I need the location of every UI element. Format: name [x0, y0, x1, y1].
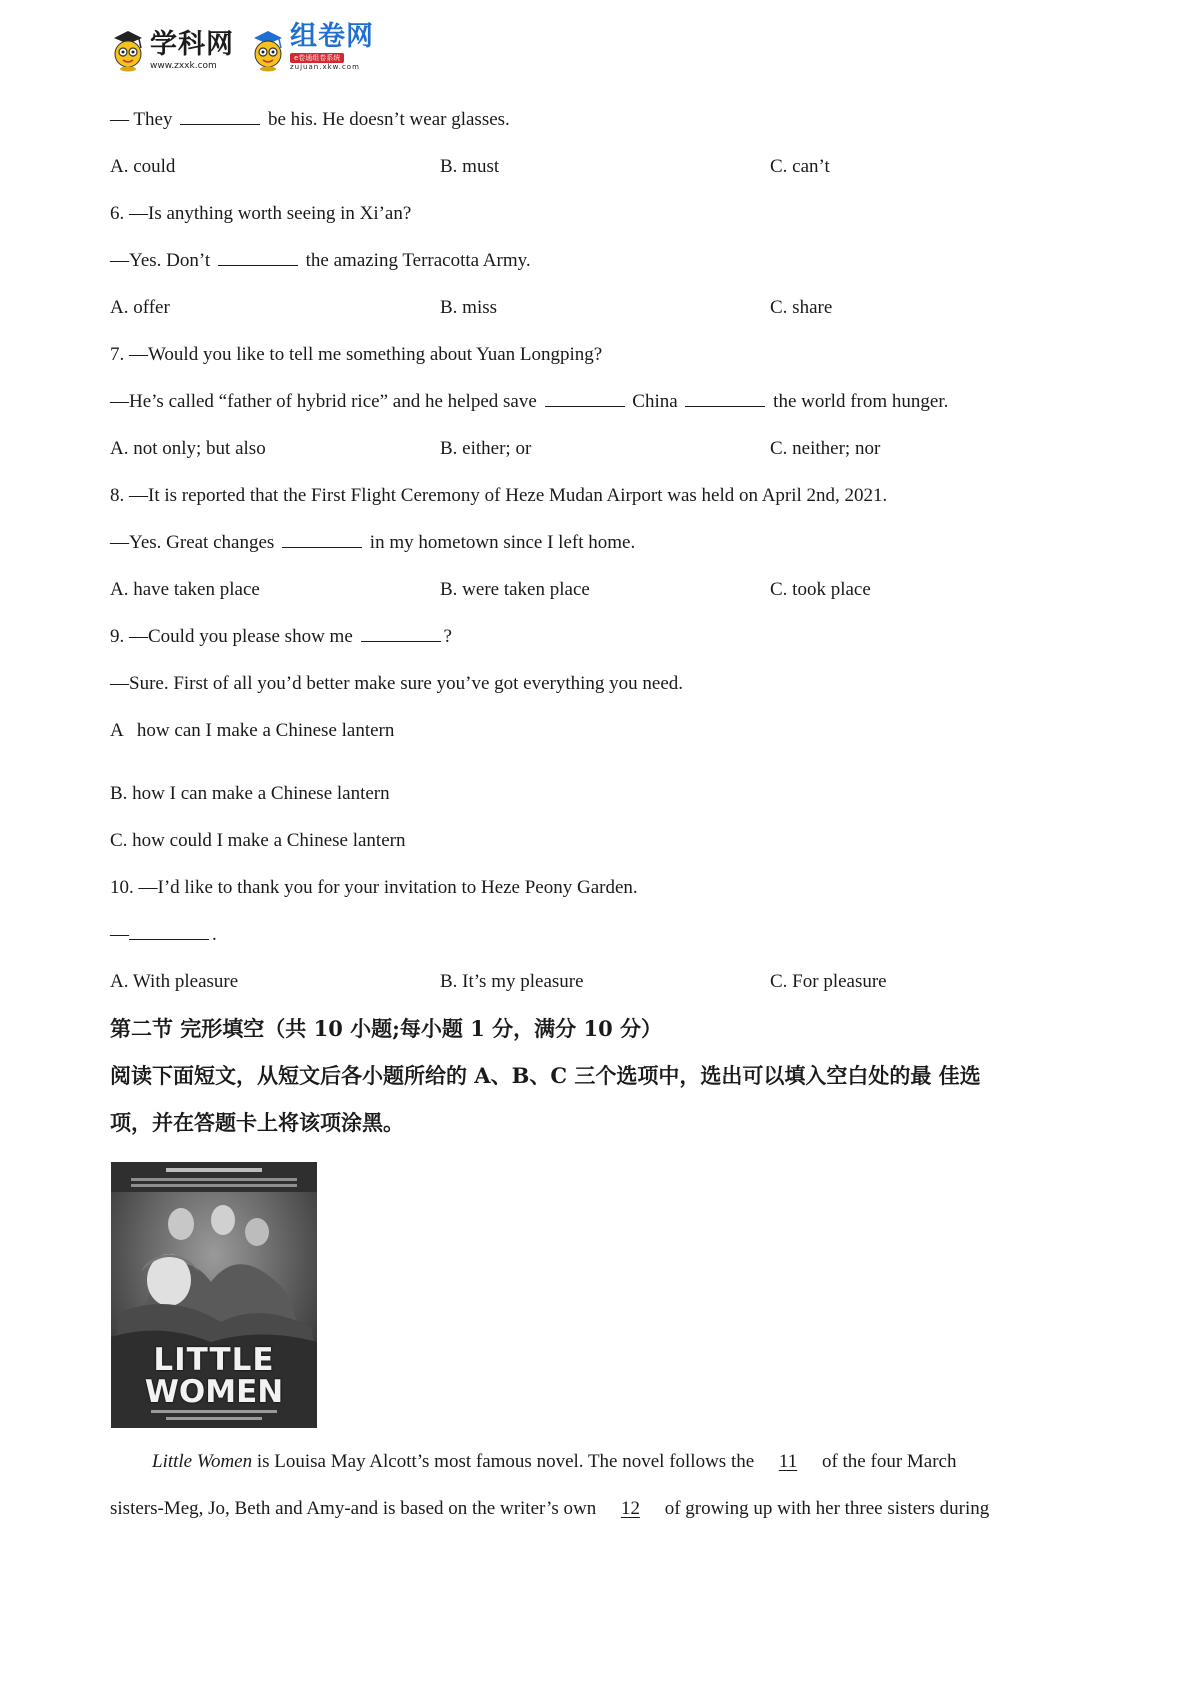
answer-blank [361, 624, 441, 642]
q7-option-a[interactable]: A. not only; but also [110, 438, 266, 459]
zujuan-logo-badge: e卷通组卷系统 [290, 53, 344, 63]
passage-line2 [110, 1485, 1110, 1532]
section2-instruction-line1: 阅读下面短文，从短文后各小题所给的 A、B、C 三个选项中，选出可以填入空白处的最 佳选 [110, 1063, 981, 1088]
q8-answer-suffix: in my hometown since I left home. [369, 532, 636, 553]
q8-answer-prefix: —Yes. Great changes [110, 532, 275, 553]
answer-blank [129, 922, 209, 940]
q9-answer: —Sure. First of all you’d better make sure you’ve got everything you need. [110, 673, 684, 694]
q7-answer-mid: China [632, 391, 678, 412]
zxxk-logo-name: 学科网 [150, 29, 234, 60]
zxxk-logo[interactable] [108, 28, 234, 72]
header-logos [108, 18, 374, 72]
zujuan-logo[interactable] [248, 22, 374, 72]
q5-answer-prefix: — They [110, 109, 173, 130]
q7-option-b[interactable]: B. either; or [440, 438, 532, 459]
q6-answer-suffix: the amazing Terracotta Army. [305, 250, 531, 271]
q5-option-b[interactable]: B. must [440, 156, 500, 177]
q9-question-line [110, 613, 1110, 660]
little-women-poster [111, 1162, 317, 1428]
q7-question: 7. —Would you like to tell me something about Yuan Longping? [110, 344, 603, 365]
q10-option-a[interactable]: A. With pleasure [110, 971, 239, 992]
q5-options [110, 143, 1110, 190]
q8-option-a[interactable]: A. have taken place [110, 579, 260, 600]
q10-question: 10. —I’d like to thank you for your invitation to Heze Peony Garden. [110, 877, 638, 898]
q6-question: 6. —Is anything worth seeing in Xi’an? [110, 203, 412, 224]
passage-line1-text: is Louisa May Alcott’s most famous novel. The novel follows the [252, 1451, 759, 1472]
q8-option-c[interactable]: C. took place [770, 579, 871, 600]
poster-title-line1: LITTLE [153, 1342, 275, 1378]
q7-option-c[interactable]: C. neither; nor [770, 438, 881, 459]
mascot-icon [108, 28, 148, 72]
q7-options [110, 425, 1110, 472]
answer-blank [180, 107, 260, 125]
q8-option-b[interactable]: B. were taken place [440, 579, 590, 600]
q7-answer-suffix: the world from hunger. [773, 391, 949, 412]
poster-title-line2: WOMEN [144, 1374, 284, 1410]
section2-title: 第二节 完形填空（共 10 小题;每小题 1 分，满分 10 分） [110, 1016, 662, 1041]
q5-answer-suffix: be his. He doesn’t wear glasses. [267, 109, 510, 130]
q9-option-a[interactable]: A how can I make a Chinese lantern [110, 720, 395, 741]
zujuan-logo-name: 组卷网 [290, 21, 374, 52]
q9-question-suffix: ? [443, 626, 452, 647]
passage [110, 1438, 1110, 1532]
q5-option-c[interactable]: C. can’t [770, 156, 830, 177]
q10-answer-suffix: . [212, 924, 217, 945]
q9-question-prefix: 9. —Could you please show me [110, 626, 353, 647]
q6-option-c[interactable]: C. share [770, 297, 833, 318]
book-title: Little Women [152, 1451, 253, 1472]
q5-option-a[interactable]: A. could [110, 156, 176, 177]
section2-instruction-line2: 项，并在答题卡上将该项涂黑。 [110, 1110, 404, 1135]
q10-option-c[interactable]: C. For pleasure [770, 971, 887, 992]
q6-option-b[interactable]: B. miss [440, 297, 498, 318]
zxxk-logo-url: www.zxxk.com [150, 61, 217, 71]
answer-blank [685, 389, 765, 407]
q9-option-b[interactable]: B. how I can make a Chinese lantern [110, 783, 390, 804]
q10-option-b[interactable]: B. It’s my pleasure [440, 971, 584, 992]
answer-blank [218, 248, 298, 266]
cloze-blank-11[interactable]: 11 [778, 1451, 798, 1472]
q8-question: 8. —It is reported that the First Flight Ceremony of Heze Mudan Airport was held on April 2nd, 2021. [110, 485, 888, 506]
answer-blank [282, 530, 362, 548]
q6-options [110, 284, 1110, 331]
question-content [110, 96, 1110, 1146]
q10-answer-line [110, 911, 1110, 958]
q6-answer-line [110, 237, 1110, 284]
q9-option-c[interactable]: C. how could I make a Chinese lantern [110, 830, 406, 851]
q10-answer-prefix: — [110, 924, 129, 945]
q7-answer-line [110, 378, 1110, 425]
passage-line1 [110, 1438, 1110, 1485]
answer-blank [545, 389, 625, 407]
cloze-blank-12[interactable]: 12 [620, 1498, 640, 1519]
zujuan-logo-url: zujuan.xkw.com [290, 63, 360, 71]
q6-answer-prefix: —Yes. Don’t [110, 250, 211, 271]
q10-options [110, 958, 1110, 1005]
passage-line2-end: of growing up with her three sisters during [659, 1498, 990, 1519]
q8-answer-line [110, 519, 1110, 566]
passage-line1-end: of the four March [817, 1451, 957, 1472]
q6-option-a[interactable]: A. offer [110, 297, 170, 318]
q8-options [110, 566, 1110, 613]
passage-line2-text: sisters-Meg, Jo, Beth and Amy-and is based on the writer’s own [110, 1498, 601, 1519]
q7-answer-prefix: —He’s called “father of hybrid rice” and he helped save [110, 391, 537, 412]
mascot-icon [248, 28, 288, 72]
q5-answer-line [110, 96, 1110, 143]
